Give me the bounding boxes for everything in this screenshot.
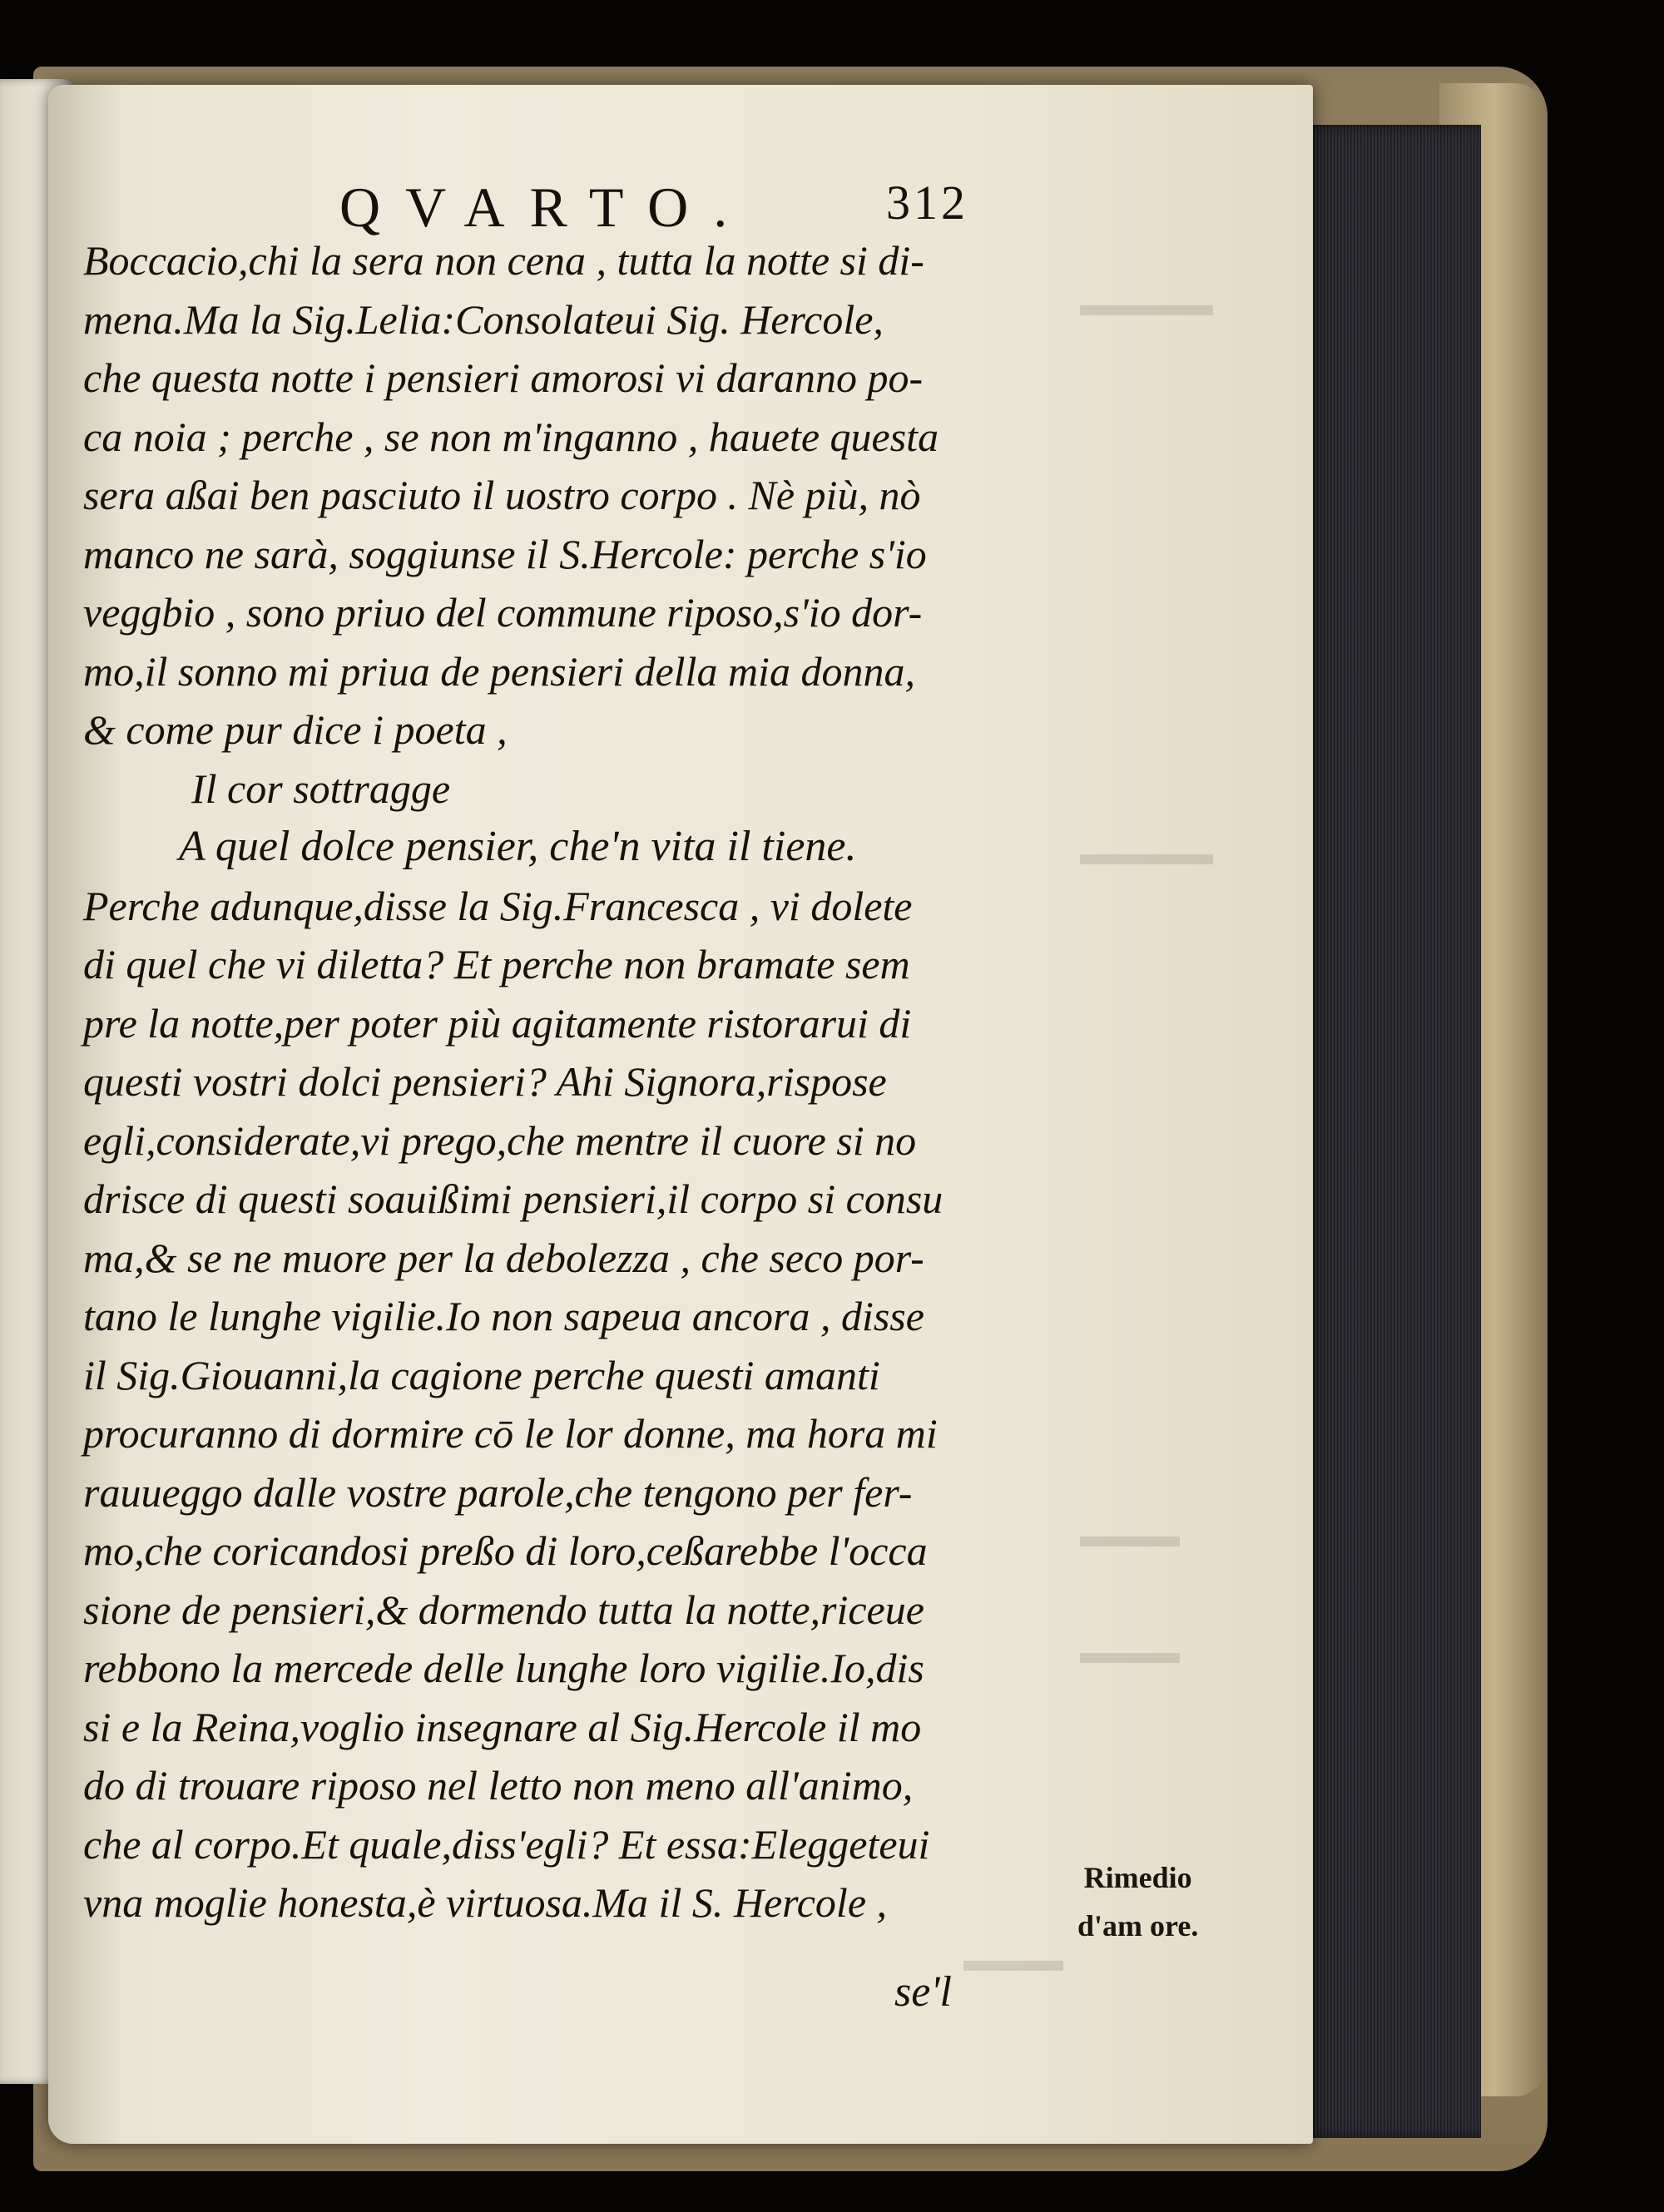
text-line: il Sig.Giouanni,la cagione perche questi amanti xyxy=(83,1351,880,1398)
page-number: 312 xyxy=(886,176,968,230)
marginal-note-line: d'am ore. xyxy=(1077,1909,1199,1942)
marginal-note-line: Rimedio xyxy=(1083,1861,1192,1894)
text-line: mo,che coricandosi preßo di loro,ceßarebbe l'occa xyxy=(83,1527,928,1574)
text-line: ma,& se ne muore per la debolezza , che seco por- xyxy=(83,1234,924,1281)
text-line: mena.Ma la Sig.Lelia:Consolateui Sig. Hercole, xyxy=(83,295,884,343)
text-line: Boccacio,chi la sera non cena , tutta la notte si di- xyxy=(83,237,924,284)
text-line: pre la notte,per poter più agitamente ristorarui di xyxy=(83,999,912,1047)
text-line: questi vostri dolci pensieri? Ahi Signora,rispose xyxy=(83,1058,887,1105)
text-line: & come pur dice i poeta , xyxy=(83,706,508,753)
text-line: manco ne sarà, soggiunse il S.Hercole: perche s'io xyxy=(83,530,927,577)
text-line: vna moglie honesta,è virtuosa.Ma il S. Hercole , xyxy=(83,1879,888,1926)
show-through-smudge: ▬▬▬ xyxy=(1080,1633,1180,1670)
text-line: si e la Reina,voglio insegnare al Sig.Hercole il mo xyxy=(83,1703,922,1750)
text-line: rebbono la mercede delle lunghe loro vigilie.Io,dis xyxy=(83,1645,924,1691)
facing-page-fragment xyxy=(3,270,28,304)
text-line: ca noia ; perche , se non m'inganno , hauete questa xyxy=(83,413,939,460)
show-through-smudge: ▬▬▬▬ xyxy=(1080,834,1213,872)
body-text xyxy=(83,231,1040,1932)
text-line: egli,considerate,vi prego,che mentre il cuore si no xyxy=(83,1116,917,1164)
show-through-smudge: ▬▬▬▬ xyxy=(1080,285,1213,323)
text-line: sera aßai ben pasciuto il uostro corpo . Nè più, nò xyxy=(83,472,921,518)
show-through-smudge: ▬▬▬ xyxy=(1080,1517,1180,1554)
text-line: di quel che vi diletta? Et perche non bramate sem xyxy=(83,941,910,987)
text-line: Perche adunque,disse la Sig.Francesca , vi dolete xyxy=(83,882,913,929)
text-line: procuranno di dormire cō le lor donne, ma hora mi xyxy=(83,1410,938,1457)
marginal-note xyxy=(1077,1853,1198,1950)
text-line: mo,il sonno mi priua de pensieri della mia donna, xyxy=(83,647,915,695)
text-line: sione de pensieri,& dormendo tutta la notte,riceue xyxy=(83,1586,924,1633)
show-through-smudge: ▬▬▬ xyxy=(963,1941,1063,1978)
catchword: se'l xyxy=(894,1968,952,2016)
text-line: veggbio , sono priuo del commune riposo,s'io dor- xyxy=(83,589,923,636)
text-line: che questa notte i pensieri amorosi vi daranno po- xyxy=(83,354,924,401)
verse-line: A quel dolce pensier, che'n vita il tiene. xyxy=(179,823,857,870)
text-line: drisce di questi soauißimi pensieri,il corpo si consu xyxy=(83,1175,943,1222)
text-line: rauueggo dalle vostre parole,che tengono per fer- xyxy=(83,1468,913,1516)
text-line: che al corpo.Et quale,diss'egli? Et essa:Eleggeteui xyxy=(83,1820,930,1868)
page-block-edge xyxy=(1298,125,1481,2138)
text-line: do di trouare riposo nel letto non meno all'animo, xyxy=(83,1762,914,1809)
verse-line: Il cor sottragge xyxy=(191,765,451,812)
text-line: tano le lunghe vigilie.Io non sapeua ancora , disse xyxy=(83,1293,924,1339)
running-head: QVARTO. xyxy=(339,176,753,239)
